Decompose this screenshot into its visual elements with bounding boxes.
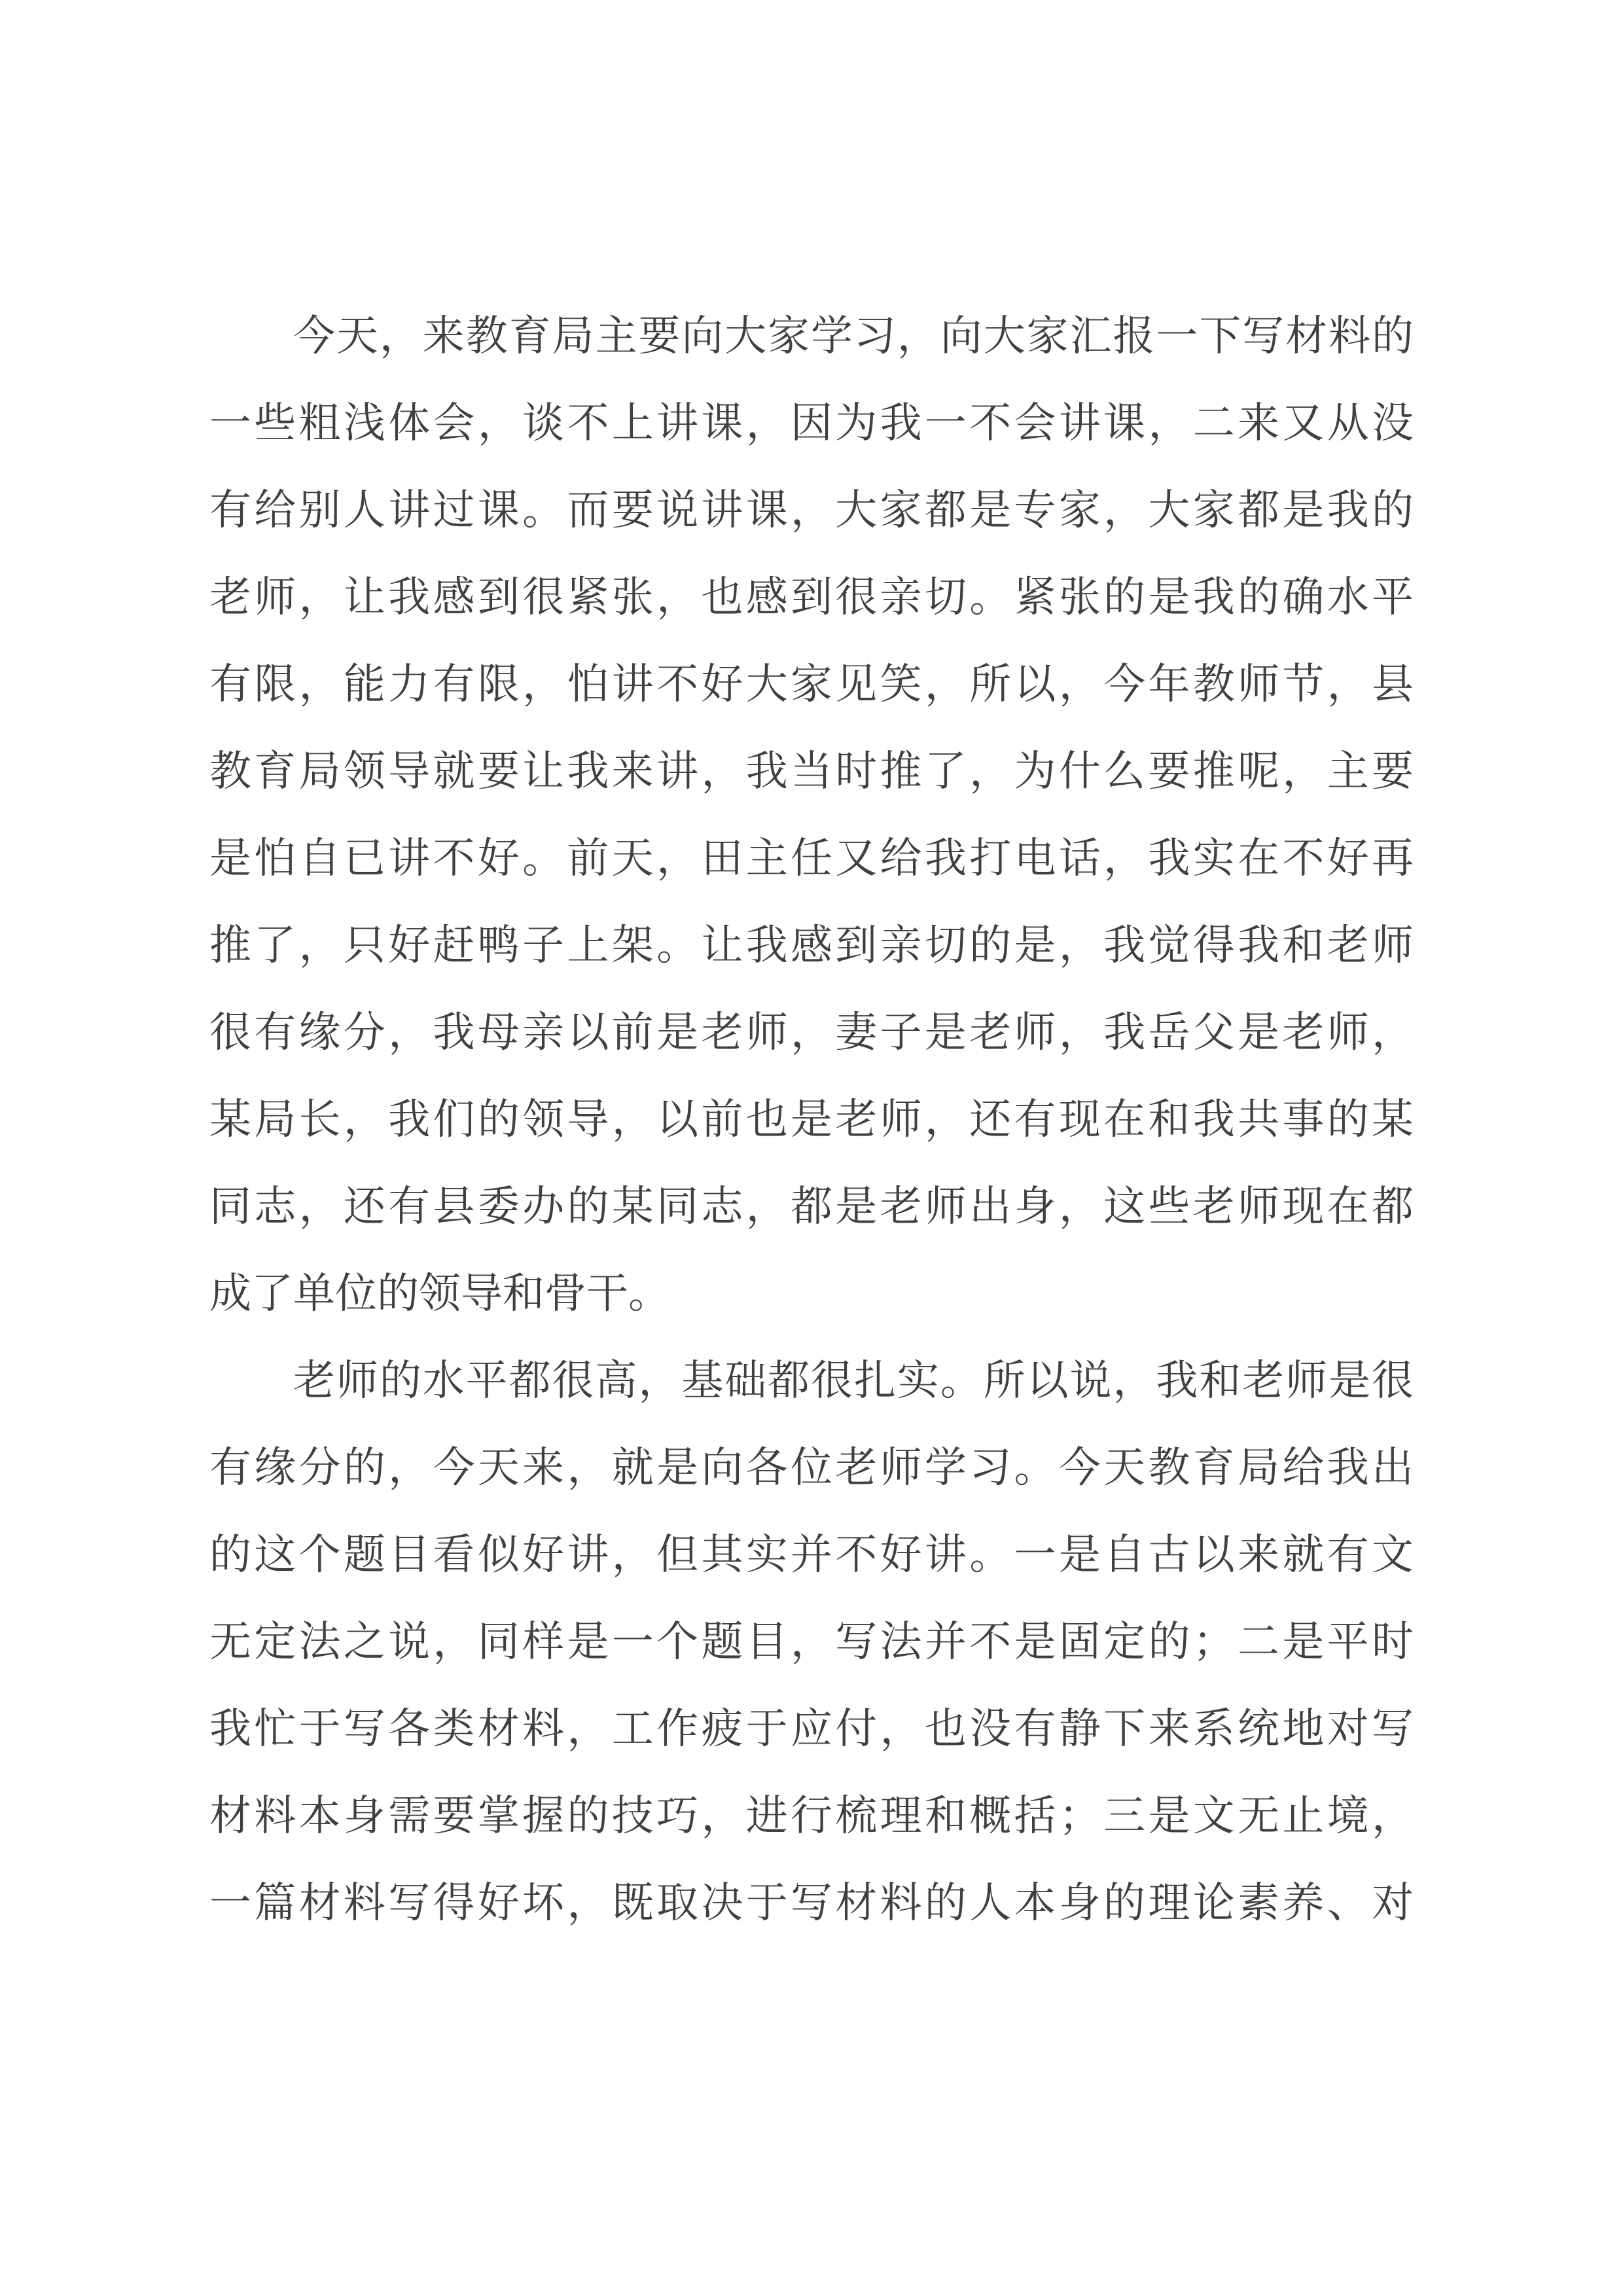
text-line: 推了，只好赶鸭子上架。让我感到亲切的是，我觉得我和老师 [209,922,1414,969]
text-line: 的这个题目看似好讲，但其实并不好讲。一是自古以来就有文 [209,1531,1414,1578]
text-line: 老师，让我感到很紧张，也感到很亲切。紧张的是我的确水平 [209,573,1414,620]
text-line: 教育局领导就要让我来讲，我当时推了，为什么要推呢，主要 [209,747,1414,795]
text-line: 材料本身需要掌握的技巧，进行梳理和概括；三是文无止境， [209,1792,1414,1839]
text-line: 是怕自已讲不好。前天，田主任又给我打电话，我实在不好再 [209,834,1414,882]
text-line: 某局长，我们的领导，以前也是老师，还有现在和我共事的某 [209,1096,1414,1143]
text-line: 我忙于写各类材料，工作疲于应付，也没有静下来系统地对写 [209,1705,1414,1752]
text-line: 很有缘分，我母亲以前是老师，妻子是老师，我岳父是老师， [209,1009,1414,1056]
text-line: 一些粗浅体会，谈不上讲课，因为我一不会讲课，二来又从没 [209,399,1414,446]
text-line: 一篇材料写得好坏，既取决于写材料的人本身的理论素养、对 [209,1879,1414,1926]
text-line: 无定法之说，同样是一个题目，写法并不是固定的；二是平时 [209,1618,1414,1665]
document-body [209,293,1414,1946]
text-line: 有给别人讲过课。而要说讲课，大家都是专家，大家都是我的 [209,486,1414,533]
text-line: 有限，能力有限，怕讲不好大家见笑，所以，今年教师节，县 [209,660,1414,708]
text-line: 同志，还有县委办的某同志，都是老师出身，这些老师现在都 [209,1183,1414,1230]
text-line: 成了单位的领导和骨干。 [209,1270,670,1317]
text-line: 有缘分的，今天来，就是向各位老师学习。今天教育局给我出 [209,1444,1414,1491]
text-line: 今天，来教育局主要向大家学习，向大家汇报一下写材料的 [293,312,1414,359]
text-line: 老师的水平都很高，基础都很扎实。所以说，我和老师是很 [293,1357,1414,1404]
